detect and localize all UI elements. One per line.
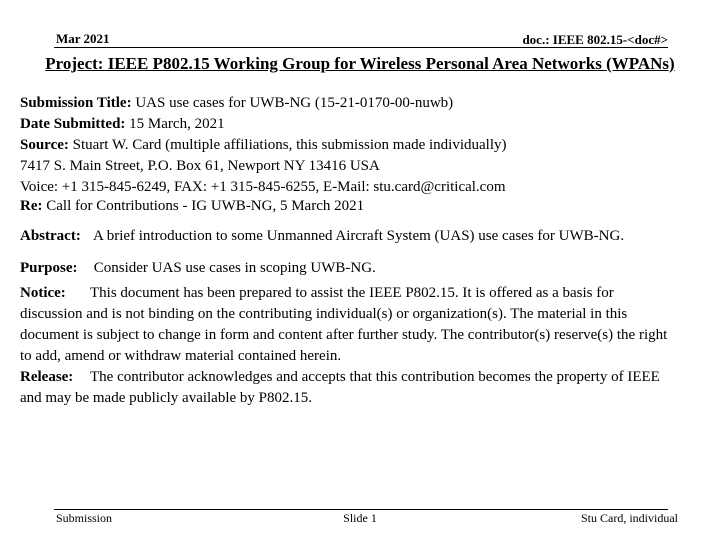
- footer-submission: Submission: [56, 511, 113, 525]
- purpose-value: Consider UAS use cases in scoping UWB-NG.: [93, 260, 376, 276]
- notice-line-4: to add, amend or withdraw material contained herein.: [20, 348, 342, 364]
- contact-line: Voice: +1 315-845-6249, FAX: +1 315-845-6255, E-Mail: stu.card@critical.com: [20, 179, 506, 195]
- date-submitted-value: 15 March, 2021: [129, 116, 225, 132]
- notice-line-3: document is subject to change in form and content after further study. The contributor(s) reserve(s) the right: [20, 327, 668, 343]
- re-line: [20, 196, 715, 217]
- release-line-1: [20, 367, 715, 388]
- project-title: Project: IEEE P802.15 Working Group for Wireless Personal Area Networks (WPANs): [45, 54, 675, 73]
- purpose-line: [20, 258, 715, 279]
- header-date: Mar 2021: [56, 31, 110, 46]
- notice-release-block: [20, 283, 715, 409]
- notice-line-2: discussion and is not binding on the contributing individual(s) or organization(s). The material in this: [20, 306, 628, 322]
- re-label: Re:: [20, 198, 43, 214]
- release-text-1: The contributor acknowledges and accepts that this contribution becomes the property of IEEE: [90, 369, 660, 385]
- purpose-label: Purpose:: [20, 260, 78, 276]
- notice-line-1: [20, 283, 715, 304]
- submission-title-label: Submission Title:: [20, 95, 132, 111]
- re-value: Call for Contributions - IG UWB-NG, 5 March 2021: [46, 198, 365, 214]
- footer-author: Stu Card, individual: [581, 511, 678, 525]
- release-line-2: and may be made publicly available by P802.15.: [20, 390, 313, 406]
- source-line: [20, 135, 715, 156]
- source-value: Stuart W. Card (multiple affiliations, this submission made individually): [72, 137, 507, 153]
- notice-text-1: This document has been prepared to assist the IEEE P802.15. It is offered as a basis for: [90, 285, 614, 301]
- date-submitted-line: [20, 114, 715, 135]
- header-divider: [54, 47, 668, 48]
- footer-slide-number: Slide 1: [343, 511, 377, 525]
- address-line: 7417 S. Main Street, P.O. Box 61, Newport NY 13416 USA: [20, 158, 380, 174]
- source-label: Source:: [20, 137, 69, 153]
- abstract-value: A brief introduction to some Unmanned Aircraft System (UAS) use cases for UWB-NG.: [92, 228, 625, 244]
- abstract-line: [20, 226, 715, 247]
- submission-title-line: [20, 93, 715, 114]
- header-doc-id: doc.: IEEE 802.15-<doc#>: [522, 32, 668, 47]
- abstract-label: Abstract:: [20, 228, 81, 244]
- notice-label: Notice:: [20, 285, 66, 301]
- footer-divider: [54, 509, 668, 510]
- release-label: Release:: [20, 369, 74, 385]
- date-submitted-label: Date Submitted:: [20, 116, 126, 132]
- submission-details: [20, 93, 715, 198]
- submission-title-value: UAS use cases for UWB-NG (15-21-0170-00-nuwb): [135, 95, 454, 111]
